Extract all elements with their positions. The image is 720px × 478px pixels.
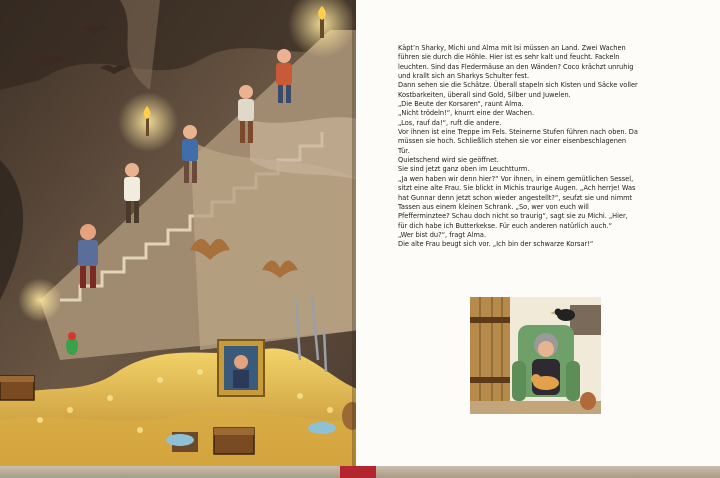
story-paragraph: „Ja wen haben wir denn hier?“ Vor ihnen, in einem gemütlichen Sessel, sitzt eine alte Frau. Sie blickt in Michis traurige Augen. „Ach herrje! Was hat Gunnar denn jetzt schon wieder angestellt?“, seufzt sie und nimmt Tassen aus einem kleinen Schrank. „So, wer von euch will Pfefferminztee? Schau doch nicht so traurig“, sagt sie zu Michi. „Hier, für dich habe ich Butterkekse. Für euch anderen natürlich auch.“ (398, 174, 636, 230)
vignette-illustration (470, 297, 601, 414)
story-text (398, 44, 638, 250)
left-page-illustration (0, 0, 360, 470)
story-paragraph: „Die Beute der Korsaren“, raunt Alma. (398, 100, 524, 109)
book-spine (340, 466, 376, 478)
cave-illustration (0, 0, 360, 470)
story-paragraph: „Wer bist du?“, fragt Alma. (398, 230, 487, 239)
right-page (356, 0, 720, 470)
window-icon (470, 297, 510, 414)
story-paragraph: Quietschend wird sie geöffnet. (398, 156, 499, 165)
old-woman-vignette (470, 297, 601, 414)
story-paragraph: Vor ihnen ist eine Treppe im Fels. Steinerne Stufen führen nach oben. Da müssen sie hoch. Schließlich stehen sie vor einer eisenbeschlagenen Tür. (398, 128, 638, 155)
story-paragraph: Käpt’n Sharky, Michi und Alma mit Isi müssen an Land. Zwei Wachen führen sie durch die Höhle. Hier ist es sehr kalt und feucht. Fackeln leuchten. Sind das Fledermäuse an den Wänden? Coco krächzt unruhig und krallt sich an Sharkys Schulter fest. (398, 44, 634, 81)
story-paragraph: Dann sehen sie die Schätze. Überall stapeln sich Kisten und Säcke voller Kostbarkeiten, überall sind Gold, Silber und Juwelen. (398, 81, 638, 99)
story-paragraph: „Los, rauf da!“, ruft die andere. (398, 118, 502, 127)
portrait-frame-icon (218, 340, 264, 396)
story-paragraph: „Nicht trödeln!“, knurrt eine der Wachen. (398, 109, 535, 118)
story-paragraph: Die alte Frau beugt sich vor. „Ich bin der schwarze Korsar!“ (398, 240, 594, 249)
story-paragraph: Sie sind jetzt ganz oben im Leuchtturm. (398, 165, 530, 174)
